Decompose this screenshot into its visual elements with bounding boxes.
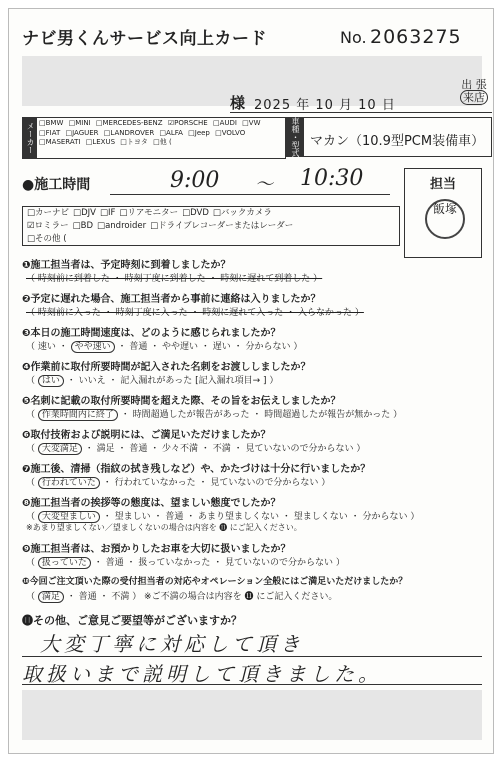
customer-suffix: 様 (230, 94, 246, 112)
maker-option: □LANDROVER (103, 128, 155, 137)
card-title: ナビ男くんサービス向上カード (22, 29, 267, 49)
question-8: ❽施工担当者の挨拶等の態度は、望ましい態度でしたか？ (22, 498, 281, 509)
work-item: □バックカメラ (212, 208, 272, 218)
comment-line-1: 大変丁寧に対応して頂き (40, 632, 304, 656)
selected-answer: はい (38, 375, 64, 387)
maker-label: メーカー (23, 118, 37, 158)
question-5: ❺名刺に記載の取付所要時間を超えた際、その旨をお伝えしましたか？ (22, 396, 341, 407)
work-time-label: ●施工時間 (22, 177, 91, 193)
selected-answer: 満足 (38, 591, 64, 603)
visit-type (460, 78, 488, 104)
work-item: □DJV (73, 208, 96, 218)
time-underline (110, 194, 390, 195)
staff-seal-stamp: 飯塚 (425, 199, 465, 239)
answer-2: （ 時刻前に入った ・ 時刻丁度に入った ・ 時刻に遅れて入った ・ 入らなかった ） (26, 308, 364, 318)
answer-7: （ 行われていた ・ 行われていなかった ・ 見ていないので分からない ） (26, 478, 331, 488)
maker-option: □FIAT (39, 128, 61, 137)
redacted-footer (22, 690, 482, 740)
answer-8: （ 大変望ましい ・ 望ましい ・ 普通 ・ あまり望ましくない ・ 望ましくない ・ 分からない ） (26, 512, 420, 522)
work-time-end: 10:30 (300, 166, 364, 191)
question-6: ❻取付技術および説明には、ご満足いただけましたか？ (22, 430, 271, 441)
maker-option: ☑PORSCHE (167, 119, 208, 127)
answer-5: （ 作業時間内に終了 ・ 時間超過したが報告があった ・ 時間超過したが報告が無かった ） (26, 410, 403, 420)
comment-label: ⓫その他、ご意見ご要望等がございますか？ (22, 614, 242, 627)
staff-label: 担当 (429, 177, 456, 192)
maker-list (39, 119, 283, 148)
work-item: □その他 ( (27, 234, 67, 244)
comment-line-2: 取扱いまで説明して頂きました。 (22, 662, 382, 686)
maker-option: □Jeep (188, 128, 210, 137)
answer-9: （ 扱っていた ・ 普通 ・ 扱っていなかった ・ 見ていないので分からない ） (26, 558, 345, 568)
answer-4: （ はい ・ いいえ ・ 記入漏れがあった [記入漏れ項目→ ] ） (26, 376, 279, 386)
answer-3: （ 速い ・ やや速い ・ 普通 ・ やや遅い ・ 遅い ・ 分からない ） (26, 342, 303, 352)
work-item: □カーナビ (27, 208, 70, 218)
work-item: □リアモニター (119, 208, 179, 218)
work-item: □ドライブレコーダーまたはレーダー (150, 221, 294, 231)
car-type-label: 車種・型式 (286, 117, 304, 157)
doc-number-label: No. (340, 28, 367, 47)
question-3: ❸本日の施工時間速度は、どのように感じられましたか？ (22, 328, 281, 339)
selected-answer: 大変望ましい (38, 511, 100, 523)
maker-option: □VW (242, 119, 261, 127)
work-item: □DVD (182, 208, 209, 218)
car-type-value: マカン（10.9型PCM装備車） (310, 134, 485, 149)
maker-option: □他 ( (153, 138, 172, 146)
work-item: □BD (72, 221, 94, 231)
maker-box (22, 117, 286, 159)
maker-option: □ALFA (159, 128, 183, 137)
selected-answer: 扱っていた (38, 557, 91, 569)
work-item: ☑ロミラー (27, 221, 69, 231)
selected-answer: やや速い (71, 341, 115, 353)
maker-option: □MINI (68, 119, 91, 127)
selected-answer: 作業時間内に終了 (38, 409, 118, 421)
question-9: ❾施工担当者は、お預かりしたお車を大切に扱いましたか？ (22, 544, 291, 555)
maker-option: □JAGUER (65, 128, 99, 137)
maker-option: □VOLVO (215, 128, 246, 137)
selected-answer: 行われていた (38, 477, 100, 489)
visit-instore: 来店 (460, 90, 488, 105)
work-time-start: 9:00 (170, 168, 220, 193)
work-items-box (22, 206, 400, 246)
work-item: □androider (97, 221, 147, 231)
maker-option: □MERCEDES-BENZ (95, 119, 163, 127)
maker-option: □AUDI (212, 119, 237, 127)
maker-option: □MASERATI (39, 138, 81, 146)
visit-onsite: 出 張 (461, 78, 487, 91)
customer-row (230, 78, 492, 113)
staff-box (404, 168, 482, 258)
work-item: □IF (99, 208, 116, 218)
question-4: ❹作業前に取付所要時間が記入された名刺をお渡ししましたか？ (22, 362, 311, 373)
answer-8-note: ※あまり望ましくない／望ましくないの場合は内容を ⓫ にご記入ください。 (26, 523, 302, 532)
maker-option: □BMW (39, 119, 64, 127)
question-1: ❶施工担当者は、予定時刻に到着しましたか？ (22, 260, 231, 271)
doc-number: 2063275 (370, 26, 462, 48)
maker-option: □トヨタ (120, 138, 148, 146)
selected-answer: 大変満足 (38, 443, 82, 455)
comment-rule-2 (22, 684, 482, 685)
comment-rule-1 (22, 656, 482, 657)
question-10: ❿今回ご注文頂いた際の受付担当者の対応やオペレーション全般にはご満足いただけましたか？ (22, 577, 408, 587)
maker-option: □LEXUS (85, 138, 116, 146)
answer-6: （ 大変満足 ・ 満足 ・ 普通 ・ 少々不満 ・ 不満 ・ 見ていないので分からない ） (26, 444, 366, 454)
answer-10: （ 満足 ・ 普通 ・ 不満 ） ※ご不満の場合は内容を ⓫ にご記入ください。 (26, 592, 338, 602)
question-7: ❼施工後、清掃（指紋の拭き残しなど）や、かたづけは十分に行いましたか？ (22, 464, 371, 475)
work-time-tilde: 〜 (255, 174, 273, 195)
answer-1: （ 時刻前に到着した ・ 時刻丁度に到着した ・ 時刻に遅れて到着した ） (26, 274, 323, 284)
visit-date: 2025 年 10 月 10 日 (254, 98, 396, 113)
question-2: ❷予定に遅れた場合、施工担当者から事前に連絡は入りましたか？ (22, 294, 321, 305)
